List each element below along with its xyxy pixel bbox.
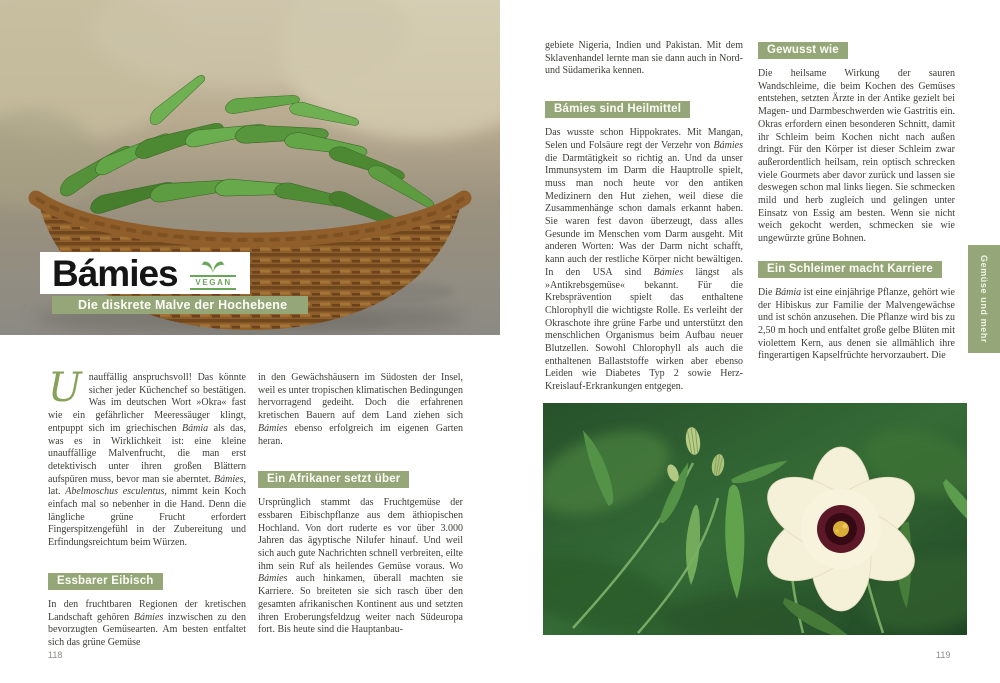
section-heading-schleimer: Ein Schleimer macht Karriere bbox=[758, 261, 942, 278]
section-heading-ein-afrikaner: Ein Afrikaner setzt über bbox=[258, 471, 409, 488]
left-page-column-2 bbox=[258, 372, 463, 637]
section-heading-wrap bbox=[258, 469, 463, 488]
drop-cap: U bbox=[48, 365, 82, 411]
section-heading-wrap bbox=[48, 571, 246, 590]
article-title: Bámies bbox=[52, 252, 178, 294]
right-page-column-2 bbox=[758, 40, 955, 363]
section-heading-wrap bbox=[758, 259, 955, 278]
chapter-edge-tab-label: Gemüse und mehr bbox=[979, 254, 989, 344]
article-title-box bbox=[40, 252, 250, 294]
chapter-edge-tab bbox=[968, 245, 1000, 353]
body-paragraph: Die heilsame Wirkung der sauren Wandschleime, die beim Kochen des Gemüses entstehen, setzten Ärzte in der Antike gezielt bei Magen- und Darmbeschwerden wie Gastritis ein. Okras erfordern einen besonderen Schnitt, damit ihr Schleim beim Kochen nicht nach außen dringt. Für den Körper ist dieser Schleim zwar außerordentlich heilsam, rein optisch schrecken viele Gourmets aber davor zurück und lassen sie deswegen schon mal links liegen. Sie schmecken mild und herb zugleich und gelingen unter Einsatz von Essig am besten. Wenn sie nicht weich gekocht werden, schmecken sie wie ungewürzte grüne Bohnen. bbox=[758, 68, 955, 245]
body-paragraph: Ursprünglich stammt das Fruchtgemüse der essbaren Eibischpflanze aus dem äthiopischen Hochland. Von dort ruderte es vor über 3.000 Jahren das ägyptische Nilufer hinauf. Und weil sich auch gute Nachrichten schnell verbreiten, eilte ihm sein Ruf als heilendes Gemüse voraus. Wo Bámies auch hinkamen, überall machten sie Karriere. So breiteten sie sich rasch über den gesamten afrikanischen Kontinent aus und setzten ihren Eroberungsfeldzug weiter nach Südeuropa fort. Bis heute sind die Hauptanbau- bbox=[258, 497, 463, 636]
vegan-label: VEGAN bbox=[190, 275, 236, 290]
right-page-column-1 bbox=[545, 40, 743, 394]
subtitle-banner: Die diskrete Malve der Hochebene bbox=[52, 296, 308, 314]
okra-flower-photo bbox=[543, 403, 967, 635]
body-paragraph: In den fruchtbaren Regionen der kretischen Landschaft gehören Bámies inzwischen zu den bevorzugten Gemüsearten. Am besten entfaltet sich das grüne Gemüse bbox=[48, 598, 246, 648]
page-number-left: 118 bbox=[48, 650, 63, 660]
body-paragraph: Das wusste schon Hippokrates. Mit Mangan, Selen und Folsäure regt der Verzehr von Bámies die Darmtätigkeit so richtig an. Und da unser Immunsystem im Darm die Hauptrolle spielt, muss man noch heute vor den antiken Medizinern den Hut ziehen, weil diese die Zusammenhänge schon damals erkannt haben. Sie waren fest davon überzeugt, dass alles Gesunde im Menschen vom Darm ausgeht. Mit anderen Worten: Was der Darm nicht schafft, kann auch der restliche Körper nicht bewältigen. In den USA sind Bámies längst als »Antikrebsgemüse« bekannt. Für die Krebsprävention spielt das enthaltene Chlorophyll die wichtigste Rolle. Es verleiht der Okraschote ihre grüne Farbe und unterstützt den menschlichen Organismus beim Aufbau neuer Blutzellen. Sowohl Chlorophyll als auch die enthaltenen Ballaststoffe wirken aber ebenso Leiden wie Diabetes Typ 2 sowie Herz-Kreislauf-Erkrankungen entgegen. bbox=[545, 127, 743, 393]
section-heading-gewusst-wie: Gewusst wie bbox=[758, 42, 848, 59]
section-heading-heilmittel: Bámies sind Heilmittel bbox=[545, 101, 690, 118]
section-heading-essbarer-eibisch: Essbarer Eibisch bbox=[48, 573, 163, 590]
section-heading-wrap bbox=[545, 99, 743, 118]
vegan-badge bbox=[190, 261, 236, 290]
body-paragraph: gebiete Nigeria, Indien und Pakistan. Mit dem Sklavenhandel lernte man sie dann auch in Nord- und Südamerika kennen. bbox=[545, 40, 743, 77]
intro-paragraph: Unauffällig anspruchsvoll! Das könnte sicher jeder Küchenchef so bestätigen. Was im deutschen Wort »Okra« fast wie ein gefährlicher Meeressäuger klingt, entpuppt sich im griechischen Bámia als das, was es in Wirklichkeit ist: eine kleine unauffällige Malvenfrucht, die man erst detektivisch unter ihren großen Blättern aufspüren muss, bevor man sie aberntet. Bámies, lat. Abelmoschus esculentus, nimmt kein Koch einfach mal so nebenher in die Hand. Denn die längliche grüne Frucht erfordert Fingerspitzengefühl in der Zubereitung und Erfindungsreichtum beim Würzen. bbox=[48, 365, 246, 549]
section-heading-wrap bbox=[758, 40, 955, 59]
page-number-right: 119 bbox=[936, 650, 951, 660]
vegan-leaf-icon bbox=[201, 261, 225, 274]
body-paragraph: Die Bámia ist eine einjährige Pflanze, gehört wie der Hibiskus zur Familie der Malvengewächse und ist schön anzusehen. Die Pflanze wird bis zu 2,50 m hoch und entfaltet große gelbe Blüten mit violettem Kern, aus denen sie allmählich ihre fingerartigen Kapselfrüchte hervorzaubert. Die bbox=[758, 286, 955, 362]
left-page-column-1 bbox=[48, 365, 246, 650]
body-paragraph: in den Gewächshäusern im Südosten der Insel, weil es unter tropischen klimatischen Bedingungen hervorragend gedeiht. Doch die erfahrenen kretischen Bauern auf dem Land ziehen sich Bámies ebenso erfolgreich im eigenen Garten heran. bbox=[258, 372, 463, 447]
